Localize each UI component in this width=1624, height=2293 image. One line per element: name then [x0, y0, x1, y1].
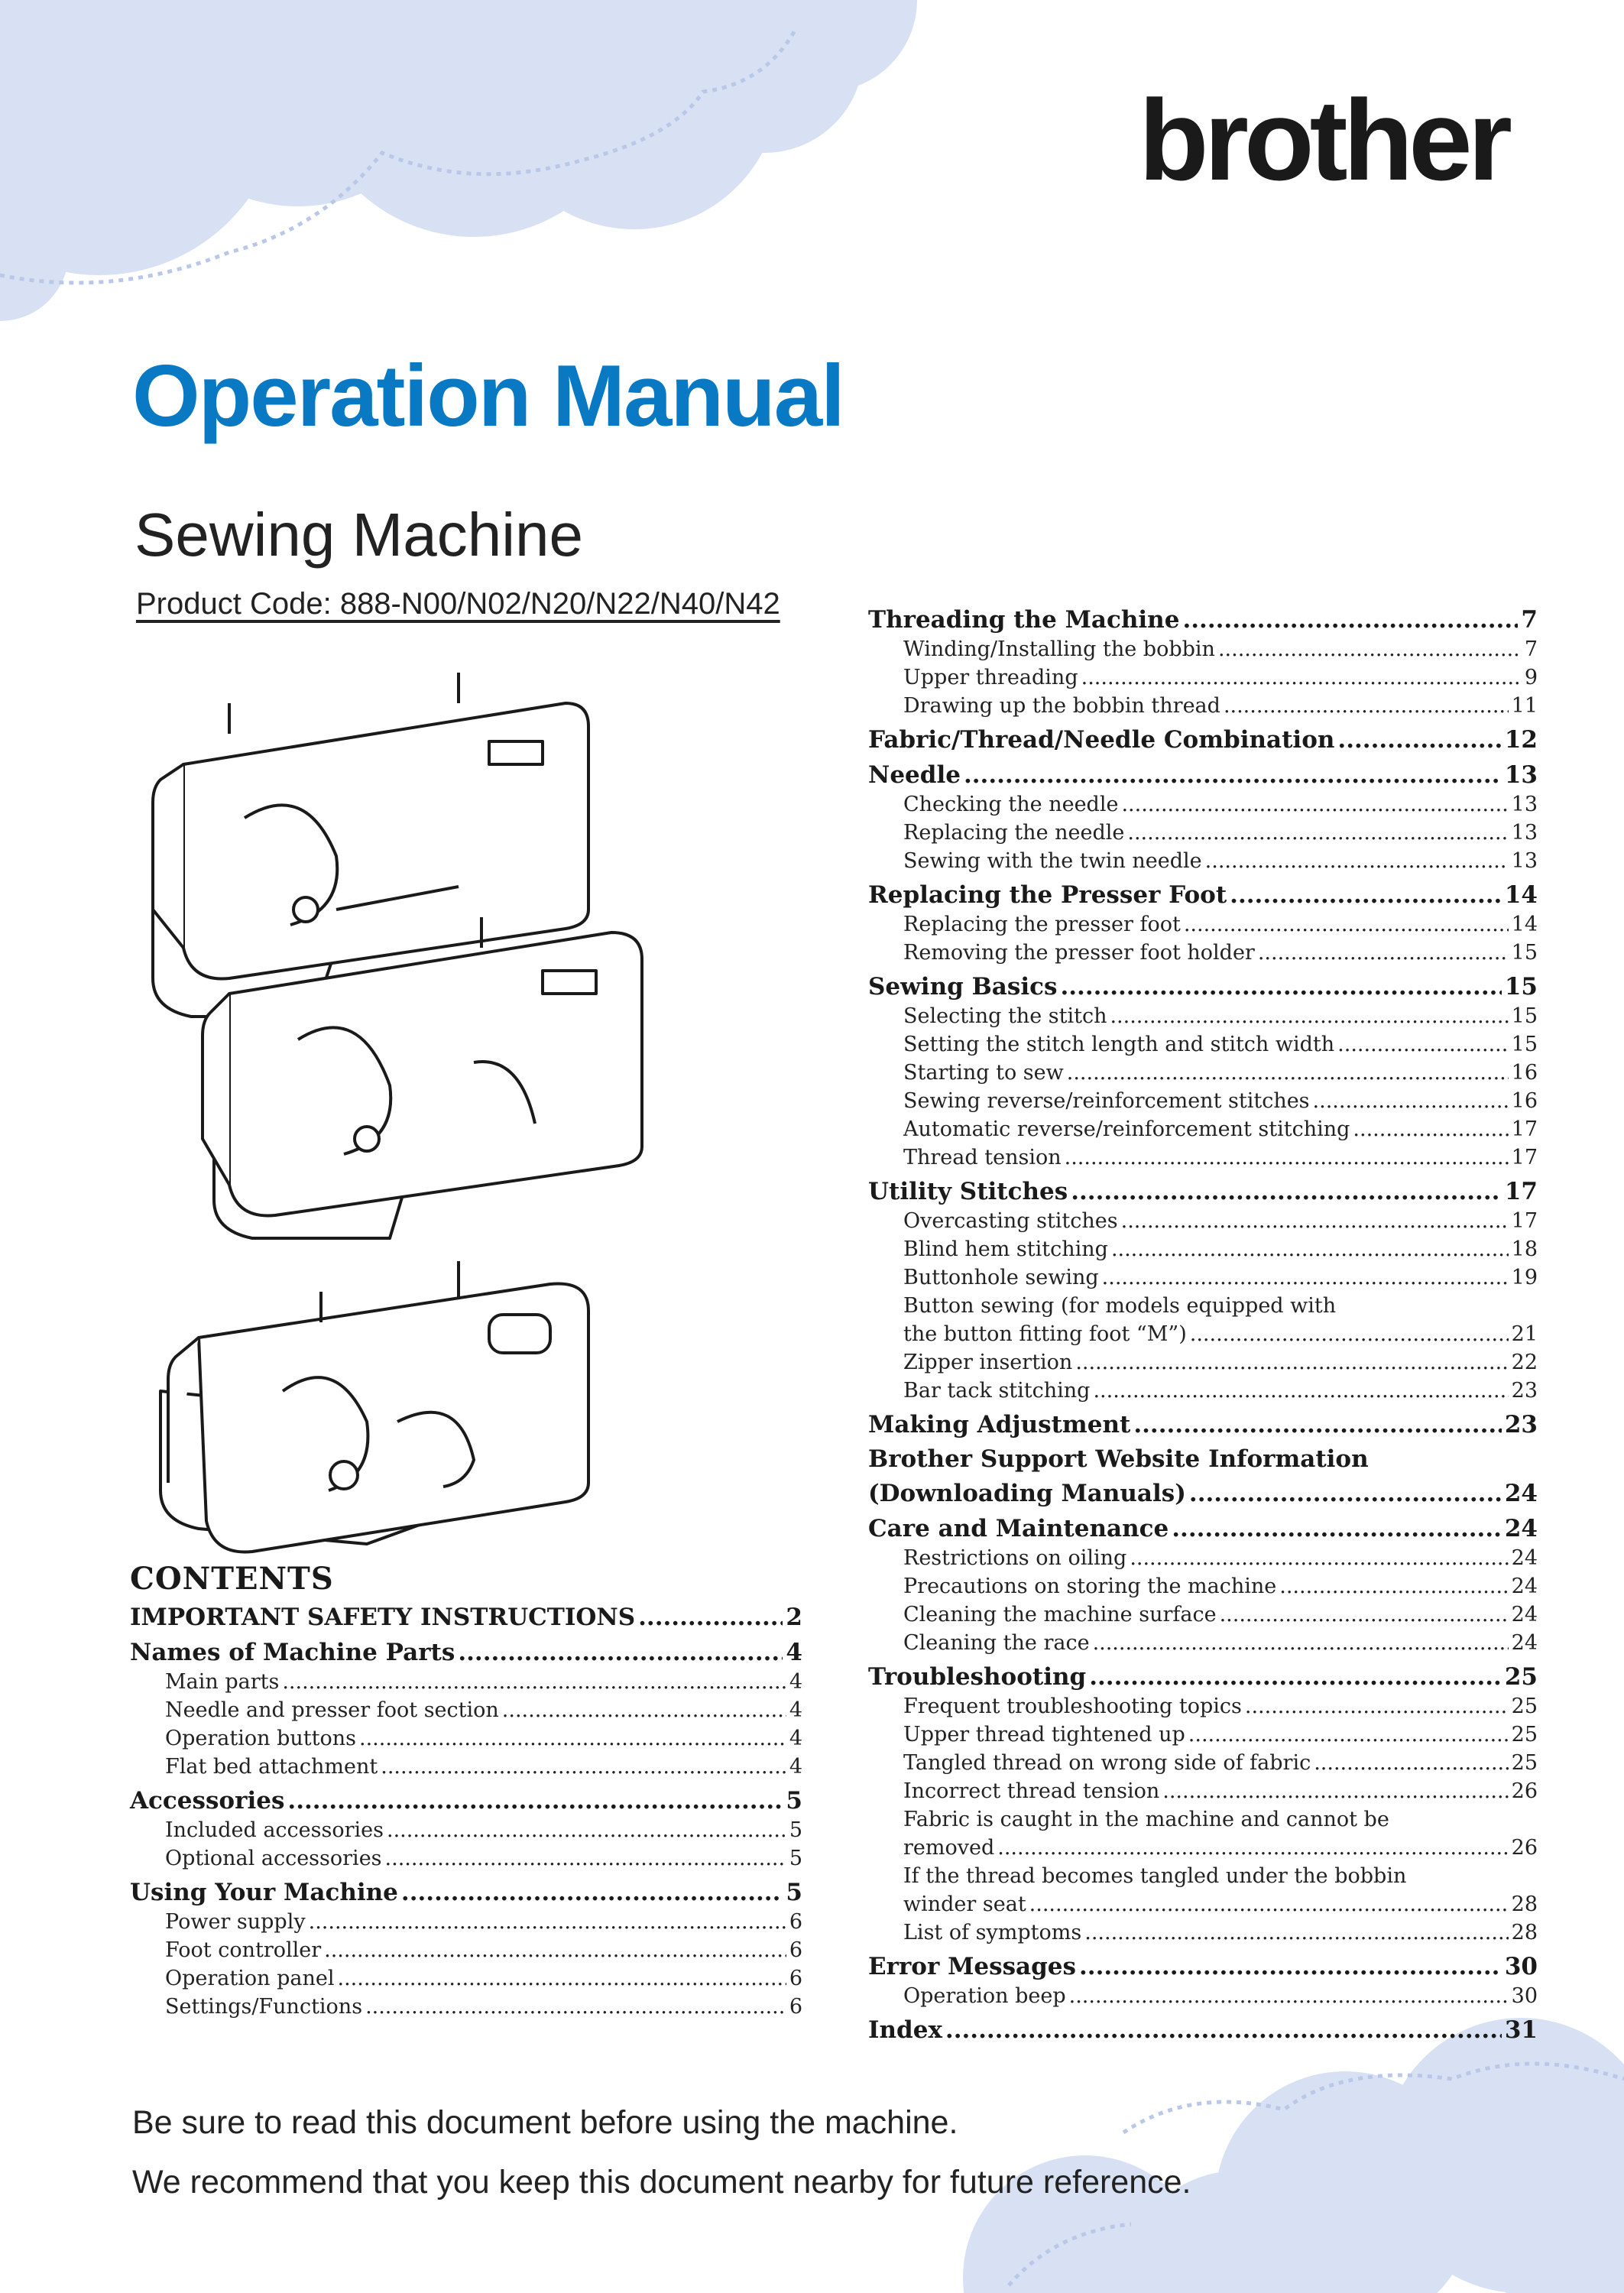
toc-entry-title: Replacing the presser foot — [903, 913, 1181, 936]
toc-entry-title: Overcasting stitches — [903, 1209, 1118, 1233]
toc-section-entry[interactable] — [868, 971, 1538, 1002]
footer-line-1: Be sure to read this document before using the machine. — [132, 2104, 958, 2141]
toc-dot-leader — [1172, 1513, 1502, 1544]
toc-subsection-entry[interactable] — [868, 910, 1538, 939]
toc-section-entry[interactable] — [868, 605, 1538, 635]
toc-dot-leader — [945, 2015, 1502, 2045]
toc-dot-leader — [1093, 1629, 1509, 1657]
toc-page-number: 2 — [786, 1604, 802, 1631]
toc-subsection-entry[interactable] — [868, 1320, 1538, 1348]
toc-subsection-entry[interactable] — [868, 1002, 1538, 1030]
sewing-machines-illustration — [138, 657, 741, 1567]
toc-page-number: 25 — [1511, 1695, 1538, 1718]
toc-entry-title: Restrictions on oiling — [903, 1546, 1127, 1570]
toc-dot-leader — [1353, 1115, 1508, 1143]
toc-dot-leader — [1314, 1749, 1508, 1777]
toc-subsection-entry[interactable] — [130, 1753, 802, 1781]
toc-dot-leader — [1230, 880, 1502, 910]
toc-page-number: 7 — [1524, 637, 1538, 661]
toc-entry-title: Flat bed attachment — [165, 1755, 378, 1779]
toc-entry-title: Frequent troubleshooting topics — [903, 1695, 1242, 1718]
toc-entry-title: Incorrect thread tension — [903, 1779, 1160, 1803]
toc-entry-title: Included accessories — [165, 1818, 384, 1842]
toc-dot-leader — [1182, 605, 1518, 635]
toc-page-number: 23 — [1511, 1379, 1538, 1403]
toc-page-number: 15 — [1511, 941, 1538, 965]
toc-entry-title: Precautions on storing the machine — [903, 1575, 1277, 1598]
toc-page-number: 4 — [786, 1639, 802, 1666]
toc-entry-title: Settings/Functions — [165, 1995, 363, 2019]
toc-entry-title: Needle and presser foot section — [165, 1698, 499, 1722]
toc-page-number: 13 — [1511, 793, 1538, 816]
toc-dot-leader — [1190, 1320, 1509, 1348]
toc-section-entry[interactable] — [868, 1409, 1538, 1440]
toc-subsection-entry[interactable] — [868, 1087, 1538, 1115]
document-title: Operation Manual — [132, 348, 844, 445]
toc-dot-leader — [338, 1964, 786, 1993]
toc-page-number: 9 — [1524, 666, 1538, 689]
toc-entry-title: Setting the stitch length and stitch width — [903, 1033, 1335, 1056]
toc-entry-title: Tangled thread on wrong side of fabric — [903, 1751, 1311, 1775]
toc-subsection-entry[interactable] — [868, 1544, 1538, 1572]
toc-page-number: 18 — [1511, 1237, 1538, 1261]
toc-dot-leader — [1337, 1030, 1508, 1059]
toc-dot-leader — [1218, 635, 1522, 663]
toc-subsection-entry[interactable] — [868, 1692, 1538, 1721]
toc-dot-leader — [1102, 1263, 1509, 1292]
toc-subsection-entry[interactable] — [868, 1263, 1538, 1292]
toc-page-number: 26 — [1511, 1779, 1538, 1803]
toc-page-number: 14 — [1511, 913, 1538, 936]
toc-dot-leader — [1258, 939, 1509, 967]
toc-entry[interactable]: Button sewing (for models equipped with — [903, 1294, 1337, 1318]
toc-section-entry[interactable] — [868, 760, 1538, 790]
toc-dot-leader — [381, 1753, 786, 1781]
toc-page-number: 30 — [1511, 1984, 1538, 2008]
toc-entry-title: List of symptoms — [903, 1921, 1082, 1944]
toc-subsection-entry[interactable] — [868, 939, 1538, 967]
footer-line-2: We recommend that you keep this document nearby for future reference. — [132, 2164, 1191, 2201]
toc-page-number: 5 — [786, 1879, 802, 1906]
toc-subsection-entry[interactable] — [868, 1059, 1538, 1087]
toc-entry-title: Operation beep — [903, 1984, 1066, 2008]
toc-entry-title: Replacing the needle — [903, 821, 1125, 845]
toc-dot-leader — [997, 1834, 1508, 1862]
toc-page-number: 4 — [789, 1727, 802, 1750]
toc-entry-title: Cleaning the machine surface — [903, 1603, 1217, 1627]
toc-subsection-entry[interactable] — [868, 1207, 1538, 1235]
toc-page-number: 15 — [1504, 973, 1538, 1001]
toc-subsection-entry[interactable] — [868, 663, 1538, 692]
toc-subsection-entry[interactable] — [868, 1629, 1538, 1657]
toc-dot-leader — [1245, 1692, 1509, 1721]
toc-entry-title: Power supply — [165, 1910, 306, 1934]
toc-entry-title: Sewing reverse/reinforcement stitches — [903, 1089, 1310, 1113]
toc-subsection-entry[interactable] — [130, 1696, 802, 1724]
toc-page-number: 24 — [1511, 1603, 1538, 1627]
toc-page-number: 6 — [789, 1995, 802, 2019]
toc-page-number: 13 — [1511, 821, 1538, 845]
toc-right-list — [868, 605, 1538, 2045]
toc-dot-leader — [401, 1877, 783, 1908]
toc-subsection-entry[interactable] — [130, 1908, 802, 1936]
toc-dot-leader — [1224, 692, 1509, 720]
toc-subsection-entry[interactable] — [868, 1721, 1538, 1749]
toc-entry-title: Index — [868, 2016, 942, 2044]
toc-subsection-entry[interactable] — [868, 1982, 1538, 2010]
toc-dot-leader — [964, 760, 1502, 790]
toc-subsection-entry[interactable] — [868, 1918, 1538, 1947]
toc-page-number: 13 — [1504, 761, 1538, 789]
toc-subsection-entry[interactable] — [868, 692, 1538, 720]
toc-subsection-entry[interactable] — [868, 1777, 1538, 1805]
document-subtitle: Sewing Machine — [135, 501, 583, 569]
toc-entry-title: Error Messages — [868, 1953, 1076, 1980]
toc-subsection-entry[interactable] — [130, 1724, 802, 1753]
toc-dot-leader — [1121, 790, 1508, 819]
toc-entry[interactable]: Brother Support Website Information — [868, 1445, 1369, 1473]
toc-entry-title: Replacing the Presser Foot — [868, 881, 1227, 909]
toc-dot-leader — [1133, 1409, 1502, 1440]
toc-entry-title: Threading the Machine — [868, 606, 1180, 634]
toc-page-number: 14 — [1504, 881, 1538, 909]
toc-subsection-entry[interactable] — [868, 790, 1538, 819]
toc-dot-leader — [1130, 1544, 1508, 1572]
toc-dot-leader — [365, 1993, 786, 2021]
toc-page-number: 13 — [1511, 849, 1538, 873]
toc-page-number: 25 — [1504, 1663, 1538, 1691]
toc-entry-title: Zipper insertion — [903, 1351, 1073, 1374]
toc-page-number: 6 — [789, 1967, 802, 1990]
toc-entry-title: removed — [903, 1836, 995, 1860]
toc-subsection-entry[interactable] — [868, 635, 1538, 663]
toc-section-entry[interactable] — [868, 1513, 1538, 1544]
toc-entry-title: Upper thread tightened up — [903, 1723, 1185, 1747]
toc-page-number: 7 — [1521, 606, 1538, 634]
toc-entry-title: the button fitting foot “M”) — [903, 1322, 1187, 1346]
toc-entry-title: (Downloading Manuals) — [868, 1480, 1186, 1507]
toc-entry-title: Troubleshooting — [868, 1663, 1087, 1691]
toc-entry-title: Optional accessories — [165, 1847, 382, 1870]
toc-subsection-entry[interactable] — [868, 1030, 1538, 1059]
toc-dot-leader — [1162, 1777, 1508, 1805]
toc-entry-title: Selecting the stitch — [903, 1004, 1107, 1028]
toc-page-number: 28 — [1511, 1892, 1538, 1916]
toc-entry-title: Operation panel — [165, 1967, 335, 1990]
toc-entry-title: Needle — [868, 761, 961, 789]
toc-page-number: 24 — [1511, 1546, 1538, 1570]
toc-entry-title: Sewing Basics — [868, 973, 1058, 1001]
toc-entry-title: Checking the needle — [903, 793, 1119, 816]
toc-dot-leader — [1065, 1143, 1509, 1172]
toc-page-number: 5 — [786, 1787, 802, 1815]
toc-subsection-entry[interactable] — [868, 1890, 1538, 1918]
toc-dot-leader — [1069, 1982, 1509, 2010]
toc-entry-title: Making Adjustment — [868, 1411, 1131, 1438]
toc-page-number: 5 — [789, 1818, 802, 1842]
product-code: Product Code: 888-N00/N02/N20/N22/N40/N42 — [136, 587, 780, 621]
toc-dot-leader — [638, 1602, 783, 1633]
toc-page-number: 15 — [1511, 1004, 1538, 1028]
toc-section-entry[interactable] — [868, 1478, 1538, 1509]
toc-section-entry[interactable] — [130, 1602, 802, 1633]
toc-dot-leader — [1220, 1601, 1509, 1629]
toc-dot-leader — [324, 1936, 786, 1964]
toc-entry-title: Starting to sew — [903, 1061, 1064, 1085]
toc-entry-title: Bar tack stitching — [903, 1379, 1091, 1403]
toc-dot-leader — [359, 1724, 786, 1753]
toc-page-number: 22 — [1511, 1351, 1538, 1374]
toc-subsection-entry[interactable] — [130, 1964, 802, 1993]
toc-dot-leader — [1337, 725, 1501, 755]
toc-dot-leader — [1084, 1918, 1508, 1947]
toc-entry-title: Foot controller — [165, 1938, 322, 1962]
toc-page-number: 16 — [1511, 1089, 1538, 1113]
toc-page-number: 4 — [789, 1698, 802, 1722]
toc-page-number: 17 — [1504, 1178, 1538, 1205]
toc-page-number: 26 — [1511, 1836, 1538, 1860]
toc-page-number: 6 — [789, 1938, 802, 1962]
toc-page-number: 4 — [789, 1755, 802, 1779]
toc-page-number: 17 — [1511, 1146, 1538, 1169]
toc-subsection-entry[interactable] — [868, 1348, 1538, 1377]
toc-subsection-entry[interactable] — [868, 1143, 1538, 1172]
toc-subsection-entry[interactable] — [868, 1377, 1538, 1405]
toc-right-column — [868, 600, 1538, 2045]
toc-entry-title: Operation buttons — [165, 1727, 356, 1750]
toc-subsection-entry[interactable] — [130, 1844, 802, 1873]
toc-page-number: 24 — [1504, 1480, 1538, 1507]
toc-dot-leader — [1189, 1478, 1502, 1509]
toc-dot-leader — [458, 1637, 783, 1668]
toc-entry-title: Accessories — [130, 1787, 285, 1815]
toc-entry-title: Using Your Machine — [130, 1879, 398, 1906]
toc-subsection-entry[interactable] — [868, 1572, 1538, 1601]
toc-entry-title: Thread tension — [903, 1146, 1062, 1169]
toc-page-number: 17 — [1511, 1209, 1538, 1233]
toc-subsection-entry[interactable] — [130, 1668, 802, 1696]
toc-entry-title: Sewing with the twin needle — [903, 849, 1202, 873]
toc-section-entry[interactable] — [130, 1877, 802, 1908]
toc-section-entry[interactable] — [868, 1662, 1538, 1692]
toc-page-number: 28 — [1511, 1921, 1538, 1944]
toc-section-entry[interactable] — [868, 1951, 1538, 1982]
toc-entry-title: Care and Maintenance — [868, 1515, 1169, 1542]
toc-subsection-entry[interactable] — [868, 1115, 1538, 1143]
toc-dot-leader — [1313, 1087, 1509, 1115]
toc-subsection-entry[interactable] — [868, 1749, 1538, 1777]
toc-page-number: 16 — [1511, 1061, 1538, 1085]
toc-dot-leader — [1111, 1235, 1509, 1263]
toc-entry[interactable]: If the thread becomes tangled under the bobbin — [903, 1864, 1407, 1888]
toc-entry-title: Automatic reverse/reinforcement stitching — [903, 1117, 1350, 1141]
toc-entry-title: Names of Machine Parts — [130, 1639, 455, 1666]
toc-subsection-entry[interactable] — [130, 1816, 802, 1844]
toc-entry-title: Main parts — [165, 1670, 280, 1694]
toc-dot-leader — [385, 1844, 786, 1873]
toc-left-column — [130, 1561, 802, 2021]
toc-dot-leader — [1205, 847, 1509, 875]
toc-page-number: 25 — [1511, 1751, 1538, 1775]
toc-subsection-entry[interactable] — [130, 1936, 802, 1964]
toc-subsection-entry[interactable] — [868, 1834, 1538, 1862]
toc-entry-title: winder seat — [903, 1892, 1026, 1916]
toc-page-number: 30 — [1504, 1953, 1538, 1980]
toc-page-number: 6 — [789, 1910, 802, 1934]
toc-page-number: 23 — [1504, 1411, 1538, 1438]
toc-dot-leader — [1029, 1890, 1509, 1918]
toc-page-number: 24 — [1511, 1575, 1538, 1598]
toc-subsection-entry[interactable] — [130, 1993, 802, 2021]
toc-entry-title: Fabric/Thread/Needle Combination — [868, 726, 1335, 754]
toc-dot-leader — [1184, 910, 1509, 939]
contents-heading: CONTENTS — [130, 1561, 334, 1597]
toc-page-number: 15 — [1511, 1033, 1538, 1056]
toc-dot-leader — [1121, 1207, 1509, 1235]
toc-entry-title: Upper threading — [903, 666, 1078, 689]
toc-section-entry[interactable] — [868, 2015, 1538, 2045]
toc-entry-title: IMPORTANT SAFETY INSTRUCTIONS — [130, 1604, 636, 1631]
toc-page-number: 31 — [1504, 2016, 1538, 2044]
toc-entry-title: Winding/Installing the bobbin — [903, 637, 1215, 661]
toc-dot-leader — [1075, 1348, 1508, 1377]
toc-page-number: 12 — [1504, 726, 1538, 754]
toc-dot-leader — [1071, 1176, 1502, 1207]
toc-page-number: 4 — [789, 1670, 802, 1694]
toc-page-number: 21 — [1511, 1322, 1538, 1346]
toc-section-entry[interactable] — [130, 1637, 802, 1668]
toc-entry-title: Drawing up the bobbin thread — [903, 694, 1220, 718]
toc-dot-leader — [1093, 1377, 1508, 1405]
toc-subsection-entry[interactable] — [868, 847, 1538, 875]
toc-dot-leader — [1127, 819, 1508, 847]
toc-entry-title: Utility Stitches — [868, 1178, 1068, 1205]
toc-subsection-entry[interactable] — [868, 1601, 1538, 1629]
toc-subsection-entry[interactable] — [868, 1235, 1538, 1263]
toc-section-entry[interactable] — [130, 1785, 802, 1816]
toc-entry-title: Cleaning the race — [903, 1631, 1090, 1655]
toc-page-number: 25 — [1511, 1723, 1538, 1747]
toc-page-number: 24 — [1511, 1631, 1538, 1655]
toc-page-number: 24 — [1504, 1515, 1538, 1542]
toc-dot-leader — [1060, 971, 1501, 1002]
toc-dot-leader — [309, 1908, 786, 1936]
toc-subsection-entry[interactable] — [868, 819, 1538, 847]
toc-section-entry[interactable] — [868, 1176, 1538, 1207]
toc-dot-leader — [1279, 1572, 1508, 1601]
toc-entry-title: Removing the presser foot holder — [903, 941, 1255, 965]
toc-dot-leader — [1188, 1721, 1509, 1749]
toc-dot-leader — [282, 1668, 786, 1696]
toc-dot-leader — [1067, 1059, 1509, 1087]
toc-entry-title: Blind hem stitching — [903, 1237, 1108, 1261]
toc-dot-leader — [1089, 1662, 1502, 1692]
toc-dot-leader — [1110, 1002, 1508, 1030]
toc-dot-leader — [1081, 663, 1522, 692]
toc-page-number: 17 — [1511, 1117, 1538, 1141]
toc-section-entry[interactable] — [868, 880, 1538, 910]
toc-dot-leader — [502, 1696, 786, 1724]
toc-page-number: 19 — [1511, 1266, 1538, 1289]
toc-entry-title: Buttonhole sewing — [903, 1266, 1099, 1289]
toc-dot-leader — [1079, 1951, 1502, 1982]
toc-section-entry[interactable] — [868, 725, 1538, 755]
sewing-machine-3 — [160, 1261, 588, 1552]
brother-logo: brother — [1139, 76, 1508, 204]
toc-dot-leader — [387, 1816, 786, 1844]
toc-dot-leader — [287, 1785, 783, 1816]
toc-page-number: 5 — [789, 1847, 802, 1870]
toc-entry[interactable]: Fabric is caught in the machine and cannot be — [903, 1808, 1389, 1831]
toc-left-list — [130, 1602, 802, 2021]
toc-page-number: 11 — [1511, 694, 1538, 718]
